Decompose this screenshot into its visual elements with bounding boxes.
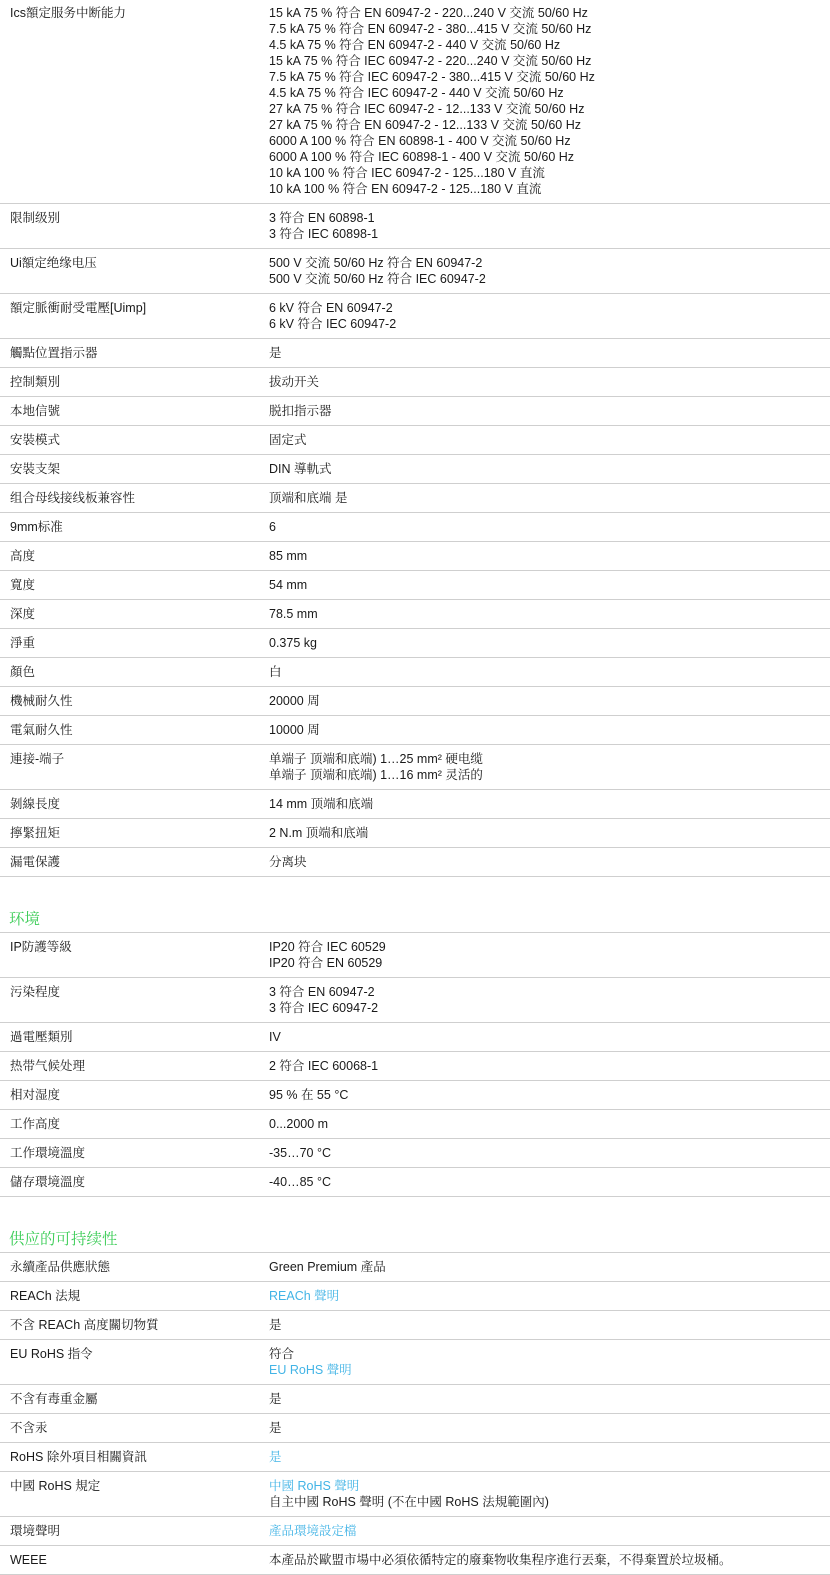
spec-value-line: 7.5 kA 75 % 符合 EN 60947-2 - 380...415 V 交流 50/60 Hz bbox=[269, 22, 592, 36]
spec-label: Ics額定服务中断能力 bbox=[10, 6, 126, 20]
spec-value bbox=[259, 687, 820, 715]
spec-value bbox=[259, 848, 820, 876]
spec-label: 9mm标准 bbox=[10, 520, 63, 534]
spec-value-line: 0...2000 m bbox=[269, 1117, 329, 1131]
spec-value-line: 20000 周 bbox=[269, 694, 320, 708]
spec-value-line: -35…70 °C bbox=[269, 1146, 331, 1160]
spec-value bbox=[259, 484, 820, 512]
spec-row bbox=[0, 1385, 830, 1414]
spec-value bbox=[259, 1253, 820, 1281]
spec-label: 機械耐久性 bbox=[10, 694, 73, 708]
spec-row bbox=[0, 658, 830, 687]
spec-row bbox=[0, 600, 830, 629]
spec-value-line: -40…85 °C bbox=[269, 1175, 331, 1189]
spec-row bbox=[0, 368, 830, 397]
spec-value bbox=[259, 658, 820, 686]
spec-row bbox=[0, 819, 830, 848]
spec-table-environment bbox=[0, 933, 830, 1197]
spec-value bbox=[259, 1311, 820, 1339]
spec-label: 高度 bbox=[10, 549, 36, 563]
spec-label: 深度 bbox=[10, 607, 36, 621]
spec-value bbox=[259, 426, 820, 454]
spec-value-line: 是 bbox=[269, 346, 282, 360]
spec-value-line: 500 V 交流 50/60 Hz 符合 EN 60947-2 bbox=[269, 256, 483, 270]
spec-row bbox=[0, 571, 830, 600]
document-link[interactable]: REACh 聲明 bbox=[269, 1289, 340, 1303]
spec-label: 热带气候处理 bbox=[10, 1059, 86, 1073]
spec-label: 擰緊扭矩 bbox=[10, 826, 61, 840]
spec-value bbox=[259, 513, 820, 541]
spec-value bbox=[259, 1546, 820, 1574]
spec-label: 控制類別 bbox=[10, 375, 61, 389]
spec-value bbox=[259, 1081, 820, 1109]
sustainability-section-header bbox=[0, 1197, 830, 1253]
spec-value-line: 2 N.m 顶端和底端 bbox=[269, 826, 369, 840]
spec-value bbox=[259, 339, 820, 367]
spec-label: 污染程度 bbox=[10, 985, 61, 999]
spec-value-line: 27 kA 75 % 符合 EN 60947-2 - 12...133 V 交流 50/60 Hz bbox=[269, 118, 581, 132]
spec-value-line: 95 % 在 55 °C bbox=[269, 1088, 349, 1102]
spec-value bbox=[259, 1472, 820, 1516]
spec-label: 相对湿度 bbox=[10, 1088, 61, 1102]
spec-value-line: 是 bbox=[269, 1421, 282, 1435]
spec-label: Ui額定绝缘电压 bbox=[10, 256, 97, 270]
spec-value-line: 自主中國 RoHS 聲明 (不在中國 RoHS 法規範圍內) bbox=[269, 1495, 549, 1509]
spec-value-line: Green Premium 產品 bbox=[269, 1260, 386, 1274]
spec-value bbox=[259, 294, 820, 338]
spec-row bbox=[0, 542, 830, 571]
spec-label: 顏色 bbox=[10, 665, 36, 679]
spec-label: 觸點位置指示器 bbox=[10, 346, 98, 360]
spec-row bbox=[0, 790, 830, 819]
spec-value bbox=[259, 455, 820, 483]
spec-value-line: 是 bbox=[269, 1392, 282, 1406]
spec-value-line: 单端子 顶端和底端) 1…25 mm² 硬电缆 bbox=[269, 752, 483, 766]
spec-value-line: 拔动开关 bbox=[269, 375, 320, 389]
spec-label: 過電壓類別 bbox=[10, 1030, 73, 1044]
spec-value-line: 4.5 kA 75 % 符合 IEC 60947-2 - 440 V 交流 50/60 Hz bbox=[269, 86, 564, 100]
spec-row bbox=[0, 1282, 830, 1311]
spec-value bbox=[259, 204, 820, 248]
spec-row bbox=[0, 1052, 830, 1081]
spec-value bbox=[259, 571, 820, 599]
spec-value-line: 500 V 交流 50/60 Hz 符合 IEC 60947-2 bbox=[269, 272, 486, 286]
spec-value-line: 6 bbox=[269, 520, 276, 534]
spec-value bbox=[259, 368, 820, 396]
spec-row bbox=[0, 339, 830, 368]
spec-row bbox=[0, 249, 830, 294]
spec-row bbox=[0, 1253, 830, 1282]
spec-label: IP防護等級 bbox=[10, 940, 72, 954]
spec-value-line: IP20 符合 EN 60529 bbox=[269, 956, 383, 970]
spec-row bbox=[0, 933, 830, 978]
spec-value-line: 3 符合 EN 60898-1 bbox=[269, 211, 375, 225]
spec-value bbox=[259, 542, 820, 570]
spec-label: 组合母线接线板兼容性 bbox=[10, 491, 136, 505]
spec-label: 淨重 bbox=[10, 636, 36, 650]
spec-value-line: 3 符合 IEC 60947-2 bbox=[269, 1001, 379, 1015]
spec-row bbox=[0, 1443, 830, 1472]
spec-row bbox=[0, 687, 830, 716]
spec-value-line: 6000 A 100 % 符合 EN 60898-1 - 400 V 交流 50/60 Hz bbox=[269, 134, 571, 148]
spec-label: REACh 法規 bbox=[10, 1289, 81, 1303]
spec-row bbox=[0, 745, 830, 790]
spec-label: 安裝支架 bbox=[10, 462, 61, 476]
spec-label: 本地信號 bbox=[10, 404, 61, 418]
spec-label: 漏電保護 bbox=[10, 855, 61, 869]
spec-label: RoHS 除外項目相關資訊 bbox=[10, 1450, 147, 1464]
spec-value bbox=[259, 1340, 820, 1384]
spec-value bbox=[259, 629, 820, 657]
spec-row bbox=[0, 1139, 830, 1168]
spec-value-line: 54 mm bbox=[269, 578, 308, 592]
spec-value bbox=[259, 933, 820, 977]
spec-value-line: 白 bbox=[269, 665, 282, 679]
spec-value-line: 15 kA 75 % 符合 EN 60947-2 - 220...240 V 交流 50/60 Hz bbox=[269, 6, 588, 20]
spec-value bbox=[259, 1168, 820, 1196]
spec-row bbox=[0, 455, 830, 484]
document-link[interactable]: EU RoHS 聲明 bbox=[269, 1363, 352, 1377]
environment-section-header bbox=[0, 877, 830, 933]
spec-row bbox=[0, 397, 830, 426]
spec-row bbox=[0, 294, 830, 339]
spec-value-line: 符合 bbox=[269, 1347, 295, 1361]
spec-row bbox=[0, 1110, 830, 1139]
spec-row bbox=[0, 1472, 830, 1517]
spec-row bbox=[0, 426, 830, 455]
spec-label: 環境聲明 bbox=[10, 1524, 61, 1538]
spec-row bbox=[0, 1546, 830, 1575]
spec-row bbox=[0, 1311, 830, 1340]
spec-value-line: 10000 周 bbox=[269, 723, 320, 737]
spec-value-line: IV bbox=[269, 1030, 281, 1044]
spec-value-line: 6000 A 100 % 符合 IEC 60898-1 - 400 V 交流 50/60 Hz bbox=[269, 150, 575, 164]
spec-table-sustainability bbox=[0, 1253, 830, 1575]
spec-value-line: 脱扣指示器 bbox=[269, 404, 332, 418]
spec-row bbox=[0, 978, 830, 1023]
spec-label: 安裝模式 bbox=[10, 433, 61, 447]
section-title-sustainability: 供应的可持续性 bbox=[9, 1231, 118, 1248]
spec-value bbox=[259, 1443, 820, 1471]
spec-value-line: 78.5 mm bbox=[269, 607, 318, 621]
spec-label: 電氣耐久性 bbox=[10, 723, 73, 737]
spec-row bbox=[0, 1023, 830, 1052]
spec-label: 寬度 bbox=[10, 578, 36, 592]
spec-row bbox=[0, 513, 830, 542]
spec-value-line: 本產品於歐盟市場中必須依循特定的廢棄物收集程序進行丟棄，不得棄置於垃圾桶。 bbox=[269, 1553, 732, 1567]
spec-label: 剝線長度 bbox=[10, 797, 61, 811]
spec-value bbox=[259, 1414, 820, 1442]
spec-value bbox=[259, 397, 820, 425]
spec-label: 額定脈衝耐受電壓[Uimp] bbox=[10, 301, 147, 315]
document-link[interactable]: 中國 RoHS 聲明 bbox=[269, 1479, 360, 1493]
spec-row bbox=[0, 1414, 830, 1443]
spec-value-line: 14 mm 顶端和底端 bbox=[269, 797, 374, 811]
spec-value bbox=[259, 0, 820, 203]
spec-value-line: 是 bbox=[269, 1318, 282, 1332]
spec-value-line: 0.375 kg bbox=[269, 636, 317, 650]
spec-label: 儲存環境溫度 bbox=[10, 1175, 86, 1189]
spec-value bbox=[259, 1139, 820, 1167]
spec-row bbox=[0, 629, 830, 658]
spec-value bbox=[259, 1052, 820, 1080]
document-link[interactable]: 是 bbox=[269, 1450, 282, 1464]
spec-value bbox=[259, 1517, 820, 1545]
spec-value-line: IP20 符合 IEC 60529 bbox=[269, 940, 386, 954]
spec-value bbox=[259, 716, 820, 744]
spec-value-line: 固定式 bbox=[269, 433, 307, 447]
spec-value bbox=[259, 1282, 820, 1310]
spec-value-line: 2 符合 IEC 60068-1 bbox=[269, 1059, 379, 1073]
spec-row bbox=[0, 1517, 830, 1546]
spec-value-line: 3 符合 IEC 60898-1 bbox=[269, 227, 379, 241]
spec-value-line: 10 kA 100 % 符合 EN 60947-2 - 125...180 V 直流 bbox=[269, 182, 542, 196]
spec-label: 永續產品供應狀態 bbox=[10, 1260, 111, 1274]
spec-value bbox=[259, 745, 820, 789]
spec-value bbox=[259, 790, 820, 818]
spec-value bbox=[259, 600, 820, 628]
spec-row bbox=[0, 1081, 830, 1110]
spec-row bbox=[0, 848, 830, 877]
spec-value-line: 15 kA 75 % 符合 IEC 60947-2 - 220...240 V 交流 50/60 Hz bbox=[269, 54, 592, 68]
spec-label: 限制级别 bbox=[10, 211, 61, 225]
spec-label: 不含有毒重金屬 bbox=[10, 1392, 98, 1406]
spec-label: 連接-端子 bbox=[10, 752, 65, 766]
spec-value-line: 顶端和底端 是 bbox=[269, 491, 348, 505]
spec-row bbox=[0, 1340, 830, 1385]
spec-value-line: DIN 導軌式 bbox=[269, 462, 332, 476]
spec-label: 工作高度 bbox=[10, 1117, 61, 1131]
spec-label: WEEE bbox=[10, 1553, 47, 1567]
spec-value-line: 6 kV 符合 EN 60947-2 bbox=[269, 301, 393, 315]
spec-label: EU RoHS 指令 bbox=[10, 1347, 93, 1361]
spec-row bbox=[0, 484, 830, 513]
spec-value-line: 4.5 kA 75 % 符合 EN 60947-2 - 440 V 交流 50/60 Hz bbox=[269, 38, 561, 52]
spec-value-line: 6 kV 符合 IEC 60947-2 bbox=[269, 317, 397, 331]
spec-row bbox=[0, 1168, 830, 1197]
section-title-environment: 环境 bbox=[9, 911, 41, 928]
document-link[interactable]: 產品環境設定檔 bbox=[269, 1524, 357, 1538]
spec-value bbox=[259, 978, 820, 1022]
spec-row bbox=[0, 204, 830, 249]
spec-label: 不含 REACh 高度關切物質 bbox=[10, 1318, 159, 1332]
spec-value-line: 85 mm bbox=[269, 549, 308, 563]
spec-value bbox=[259, 819, 820, 847]
spec-value-line: 分离块 bbox=[269, 855, 307, 869]
spec-value-line: 单端子 顶端和底端) 1…16 mm² 灵活的 bbox=[269, 768, 483, 782]
spec-label: 工作環境溫度 bbox=[10, 1146, 86, 1160]
spec-row bbox=[0, 0, 830, 204]
spec-value-line: 27 kA 75 % 符合 IEC 60947-2 - 12...133 V 交流 50/60 Hz bbox=[269, 102, 585, 116]
spec-value bbox=[259, 1110, 820, 1138]
spec-label: 不含汞 bbox=[10, 1421, 48, 1435]
spec-label: 中國 RoHS 規定 bbox=[10, 1479, 101, 1493]
spec-row bbox=[0, 716, 830, 745]
spec-value bbox=[259, 1385, 820, 1413]
spec-value bbox=[259, 1023, 820, 1051]
spec-value bbox=[259, 249, 820, 293]
spec-value-line: 10 kA 100 % 符合 IEC 60947-2 - 125...180 V 直流 bbox=[269, 166, 545, 180]
spec-value-line: 7.5 kA 75 % 符合 IEC 60947-2 - 380...415 V 交流 50/60 Hz bbox=[269, 70, 595, 84]
spec-value-line: 3 符合 EN 60947-2 bbox=[269, 985, 375, 999]
